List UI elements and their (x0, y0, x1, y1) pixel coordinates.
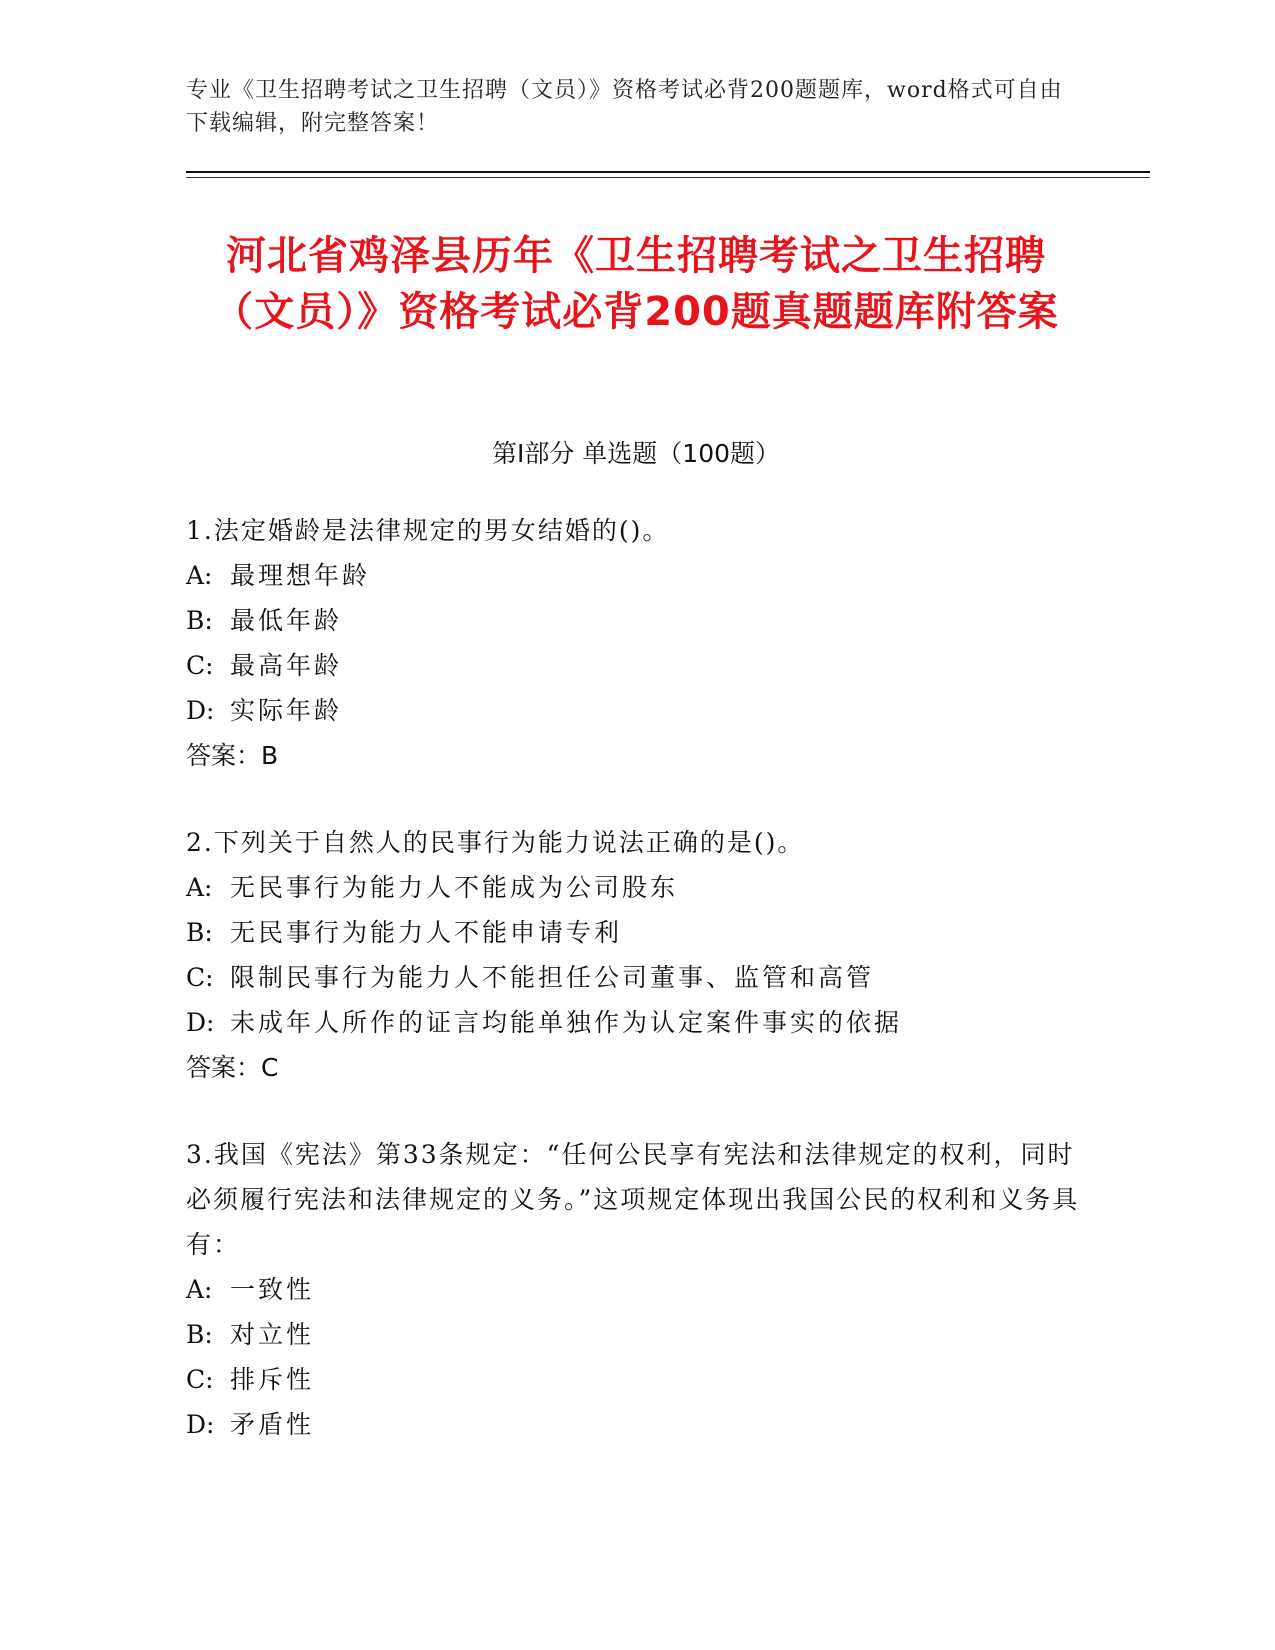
option-a (186, 1267, 1086, 1312)
option-b (186, 1312, 1086, 1357)
header-divider-thick (186, 171, 1150, 173)
option-a (186, 865, 1086, 910)
option-text: 最高年龄 (230, 651, 343, 680)
option-key: C: (186, 963, 214, 992)
question-2 (186, 820, 1086, 1090)
answer: 答案：B (186, 741, 279, 770)
option-b (186, 598, 1086, 643)
option-c (186, 643, 1086, 688)
option-text: 一致性 (230, 1275, 315, 1304)
option-text: 排斥性 (230, 1365, 315, 1394)
question-stem: 3.我国《宪法》第33条规定：“任何公民享有宪法和法律规定的权利，同时必须履行宪法和法律规定的义务。”这项规定体现出我国公民的权利和义务具有： (186, 1140, 1080, 1259)
option-text: 对立性 (230, 1320, 315, 1349)
option-key: D: (186, 1008, 215, 1037)
option-text: 无民事行为能力人不能成为公司股东 (230, 873, 679, 902)
option-d (186, 1000, 1086, 1045)
option-text: 最理想年龄 (230, 561, 371, 590)
option-text: 最低年龄 (230, 606, 343, 635)
option-key: C: (186, 1365, 214, 1394)
option-text: 未成年人所作的证言均能单独作为认定案件事实的依据 (230, 1008, 903, 1037)
header-note: 专业《卫生招聘考试之卫生招聘（文员）》资格考试必背200题题库，word格式可自由下载编辑，附完整答案！ (186, 78, 1063, 136)
option-text: 实际年龄 (230, 696, 343, 725)
option-key: C: (186, 651, 214, 680)
option-key: D: (186, 696, 215, 725)
option-key: B: (186, 918, 213, 947)
question-3 (186, 1132, 1086, 1447)
document-title: 河北省鸡泽县历年《卫生招聘考试之卫生招聘（文员）》资格考试必背200题真题题库附答案 (213, 233, 1059, 335)
option-d (186, 1402, 1086, 1447)
option-c (186, 1357, 1086, 1402)
option-d (186, 688, 1086, 733)
option-text: 限制民事行为能力人不能担任公司董事、监管和高管 (230, 963, 875, 992)
option-b (186, 910, 1086, 955)
answer: 答案：C (186, 1053, 279, 1082)
option-key: D: (186, 1410, 215, 1439)
header-divider-thin (186, 177, 1150, 178)
option-a (186, 553, 1086, 598)
question-stem: 2.下列关于自然人的民事行为能力说法正确的是()。 (186, 828, 805, 857)
section-title: 第Ⅰ部分 单选题（100题） (491, 439, 781, 468)
question-stem: 1.法定婚龄是法律规定的男女结婚的()。 (186, 516, 670, 545)
option-text: 矛盾性 (230, 1410, 315, 1439)
option-key: B: (186, 606, 213, 635)
option-key: B: (186, 1320, 213, 1349)
question-1 (186, 508, 1086, 778)
option-key: A: (186, 873, 213, 902)
option-c (186, 955, 1086, 1000)
option-text: 无民事行为能力人不能申请专利 (230, 918, 623, 947)
option-key: A: (186, 1275, 213, 1304)
option-key: A: (186, 561, 213, 590)
